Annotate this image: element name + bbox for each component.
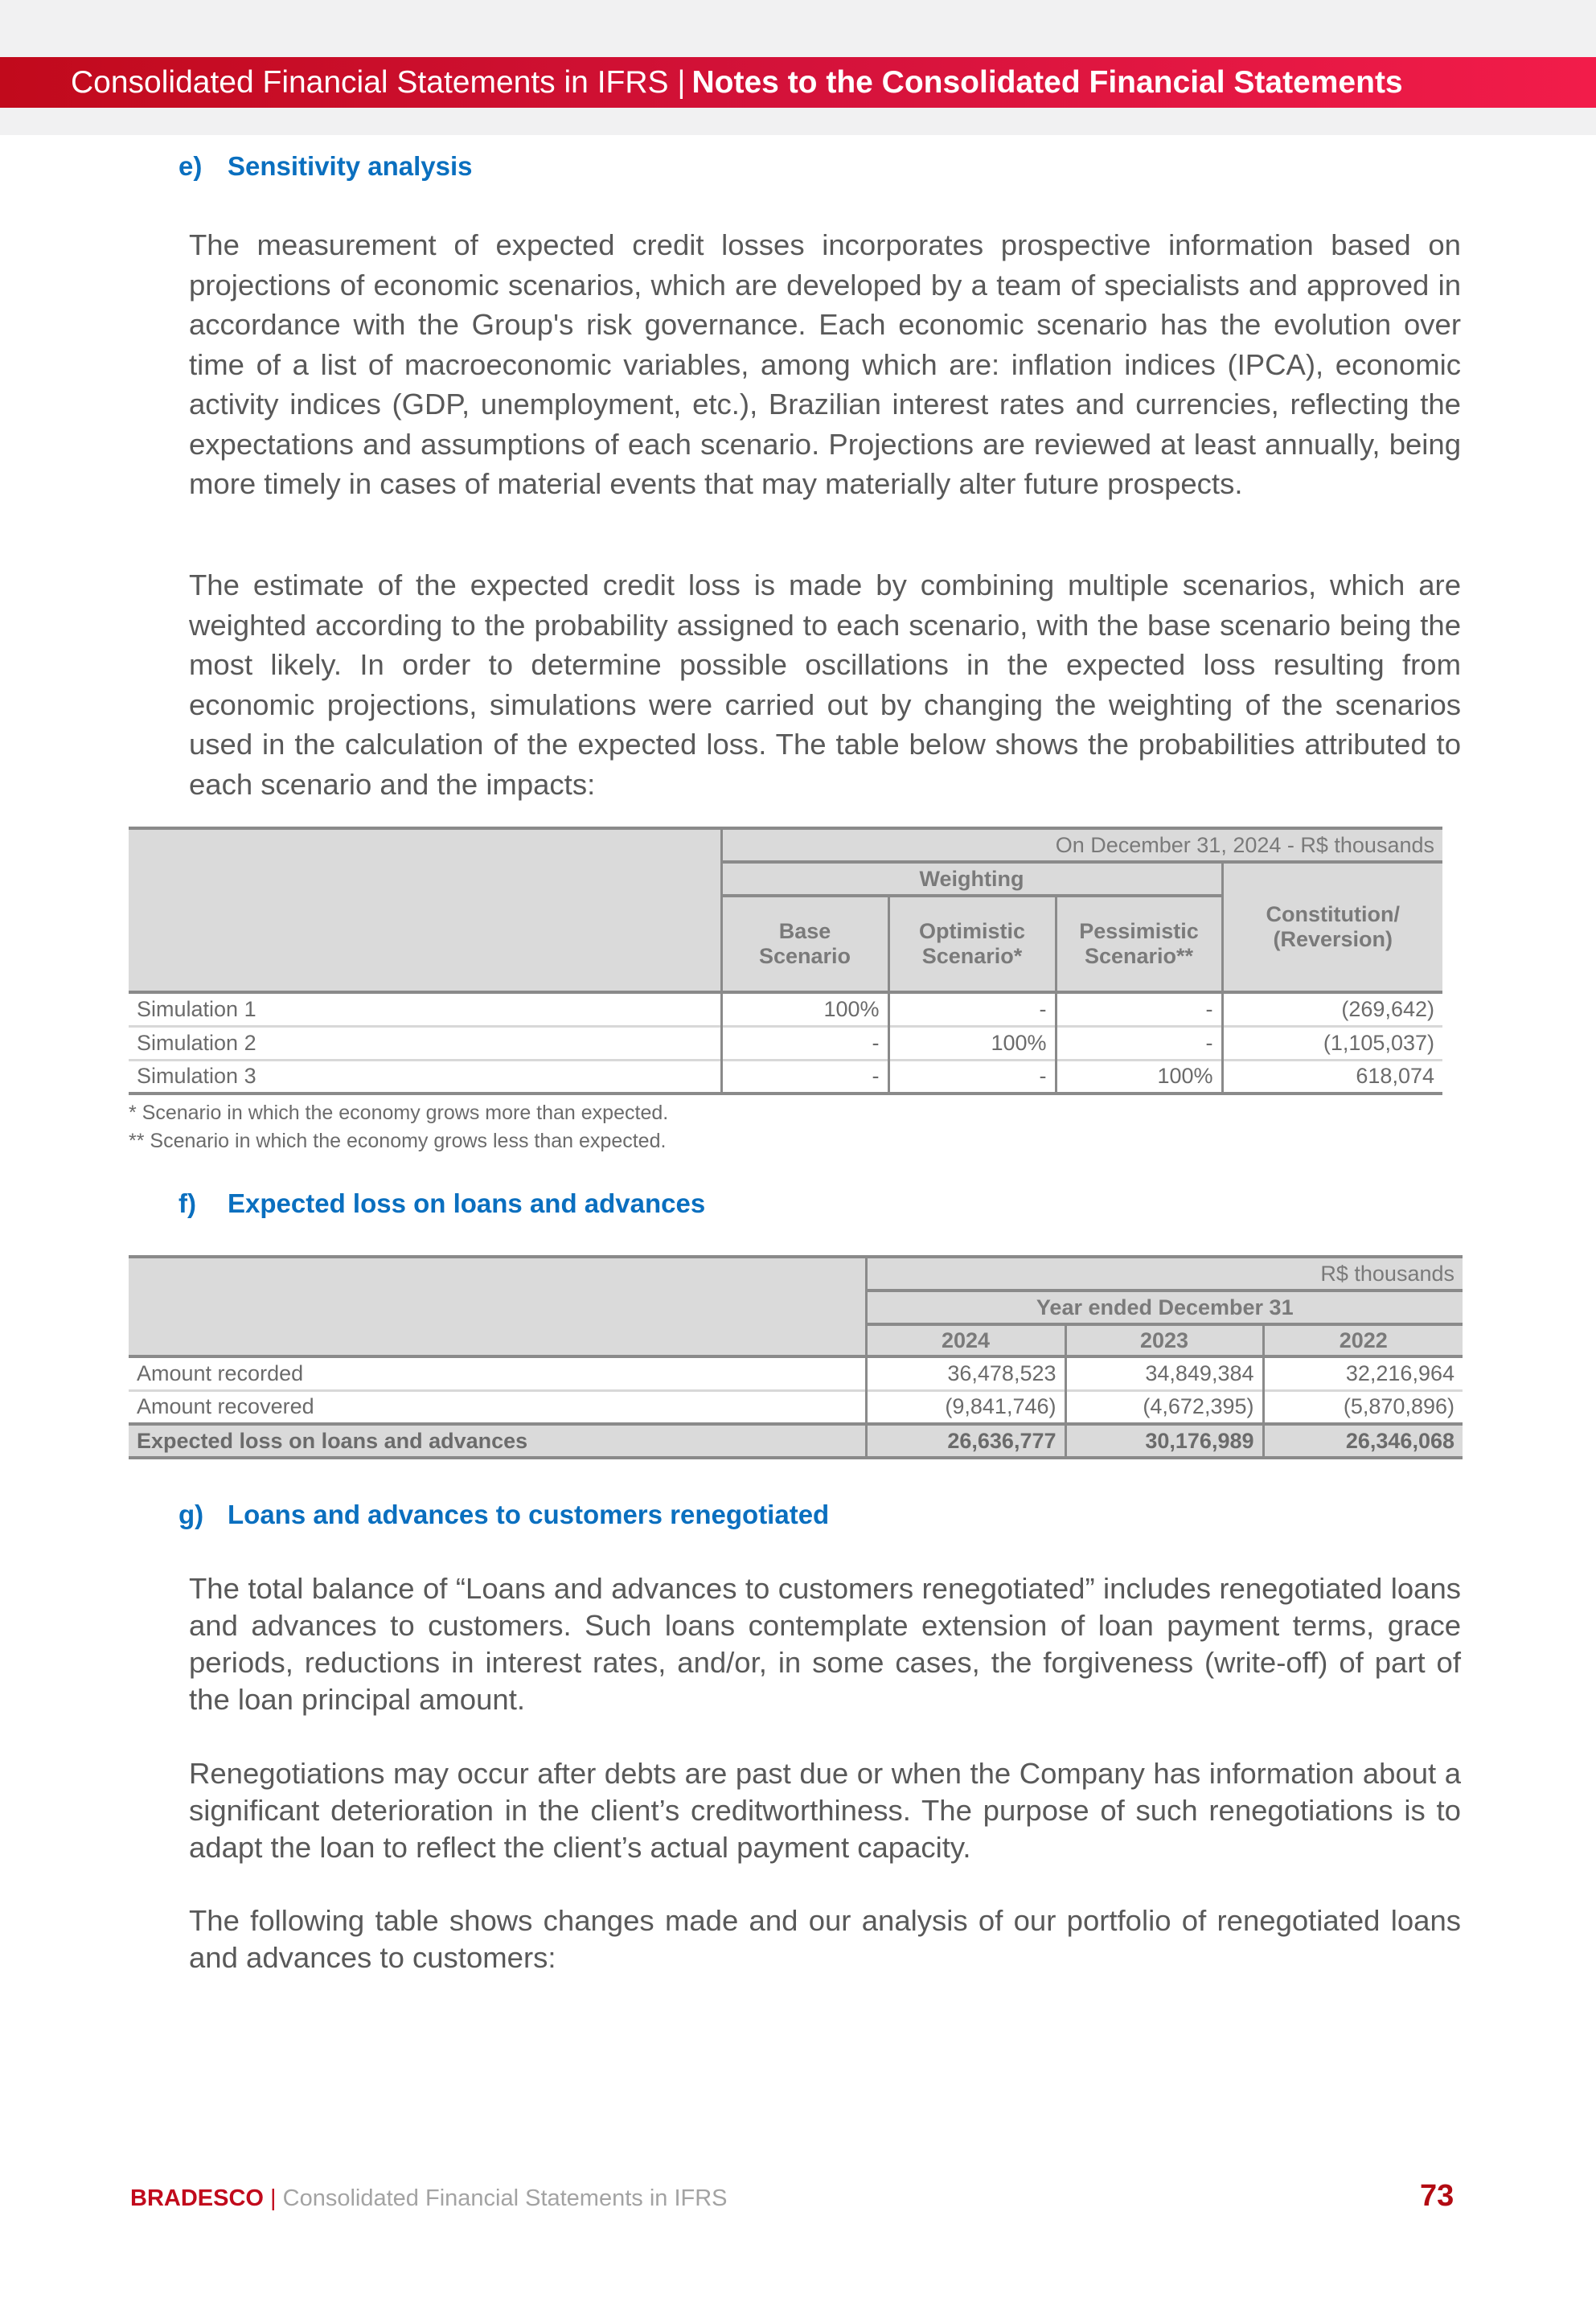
heading-text: Expected loss on loans and advances	[228, 1188, 706, 1218]
heading-letter: g)	[178, 1500, 204, 1529]
row-label: Amount recorded	[137, 1360, 304, 1385]
header-doc-title: Consolidated Financial Statements in IFRS |	[71, 64, 686, 100]
footnote: ** Scenario in which the economy grows less than expected.	[129, 1130, 667, 1152]
cell: (1,105,037)	[1222, 1026, 1442, 1060]
heading-text: Loans and advances to customers renegotiated	[228, 1500, 830, 1529]
heading-renegotiated-loans	[178, 1500, 829, 1530]
heading-expected-loss	[178, 1188, 705, 1219]
col-header: Pessimistic Scenario**	[1056, 896, 1222, 992]
paragraph: The estimate of the expected credit loss is made by combining multiple scenarios, which are weighted according to the probability assigned to each scenario, with the base scenario being the most likely. In order to determine possible oscillations in the expected loss resulting from economic projections, simulations were carried out by changing the weighting of the scenarios used in the calculation of the expected loss. The table below shows the probabilities attributed to each scenario and the impacts:	[189, 568, 1461, 801]
page-header	[0, 57, 1596, 108]
cell: 100%	[1056, 1060, 1222, 1094]
table-row	[129, 1060, 1442, 1094]
empty-header	[129, 828, 721, 992]
cell: -	[1056, 992, 1222, 1026]
paragraph: The measurement of expected credit losses incorporates prospective information based on projections of economic scenarios, which are developed by a team of specialists and approved in accordance with the Group's risk governance. Each economic scenario has the evolution over time of a list of macroeconomic variables, among which are: inflation indices (IPCA), economic activity indices (GDP, unemployment, etc.), Brazilian interest rates and currencies, reflecting the expectations and assumptions of each scenario. Projections are reviewed at least annually, being more timely in cases of material events that may materially alter future prospects.	[189, 228, 1461, 500]
cell: 26,346,068	[1263, 1424, 1463, 1458]
header-section-title: Notes to the Consolidated Financial Statements	[691, 64, 1403, 100]
cell: -	[888, 992, 1056, 1026]
footnote: * Scenario in which the economy grows more than expected.	[129, 1102, 669, 1124]
cell: 26,636,777	[866, 1424, 1065, 1458]
col-header: 2022	[1263, 1324, 1463, 1356]
cell: 32,216,964	[1263, 1356, 1463, 1390]
table-caption: R$ thousands	[866, 1257, 1463, 1291]
heading-letter: e)	[178, 151, 203, 181]
cell: (5,870,896)	[1263, 1390, 1463, 1424]
row-label: Simulation 2	[137, 1030, 256, 1055]
paragraph: Renegotiations may occur after debts are past due or when the Company has information about a significant deterioration in the client’s creditworthiness. The purpose of such renegotiations is to adapt the loan to reflect the client’s actual payment capacity.	[189, 1757, 1461, 1864]
table-row	[129, 992, 1442, 1026]
year-group-header: Year ended December 31	[866, 1291, 1463, 1324]
table-caption: On December 31, 2024 - R$ thousands	[721, 828, 1442, 862]
table-row	[129, 1026, 1442, 1060]
col-header: Optimistic Scenario*	[888, 896, 1056, 992]
cell: (269,642)	[1222, 992, 1442, 1026]
heading-letter: f)	[178, 1188, 196, 1218]
cell: 36,478,523	[866, 1356, 1065, 1390]
expected-loss-table	[129, 1255, 1463, 1459]
cell: -	[721, 1060, 888, 1094]
col-header: Base Scenario	[721, 896, 888, 992]
table-row	[129, 1390, 1463, 1424]
cell: (4,672,395)	[1065, 1390, 1263, 1424]
page-number: 73	[1420, 2179, 1454, 2213]
cell: 30,176,989	[1065, 1424, 1263, 1458]
col-header: 2023	[1065, 1324, 1263, 1356]
footer-doc-title: Consolidated Financial Statements in IFRS	[282, 2185, 728, 2211]
cell: -	[1056, 1026, 1222, 1060]
brand-name: BRADESCO	[130, 2185, 264, 2211]
cell: (9,841,746)	[866, 1390, 1065, 1424]
row-label: Simulation 1	[137, 996, 256, 1021]
cell: 100%	[888, 1026, 1056, 1060]
col-header: Constitution/ (Reversion)	[1222, 862, 1442, 992]
heading-sensitivity-analysis	[178, 151, 473, 182]
cell: -	[721, 1026, 888, 1060]
heading-text: Sensitivity analysis	[228, 151, 473, 181]
weighting-header: Weighting	[721, 862, 1222, 896]
paragraph: The following table shows changes made and our analysis of our portfolio of renegotiated loans and advances to customers:	[189, 1904, 1461, 1974]
cell: -	[888, 1060, 1056, 1094]
total-row	[129, 1424, 1463, 1458]
cell: 100%	[721, 992, 888, 1026]
sensitivity-table	[129, 827, 1442, 1095]
paragraph: The total balance of “Loans and advances to customers renegotiated” includes renegotiated loans and advances to customers. Such loans contemplate extension of loan payment terms, grace periods, reductions in interest rates, and/or, in some cases, the forgiveness (write-off) of part of the loan principal amount.	[189, 1572, 1461, 1716]
cell: 618,074	[1222, 1060, 1442, 1094]
page-footer	[130, 2185, 728, 2212]
footer-separator: |	[270, 2185, 277, 2211]
row-label: Expected loss on loans and advances	[137, 1428, 528, 1453]
col-header: 2024	[866, 1324, 1065, 1356]
row-label: Simulation 3	[137, 1064, 256, 1089]
table-row	[129, 1356, 1463, 1390]
empty-header	[129, 1257, 866, 1356]
row-label: Amount recovered	[137, 1394, 314, 1419]
cell: 34,849,384	[1065, 1356, 1263, 1390]
